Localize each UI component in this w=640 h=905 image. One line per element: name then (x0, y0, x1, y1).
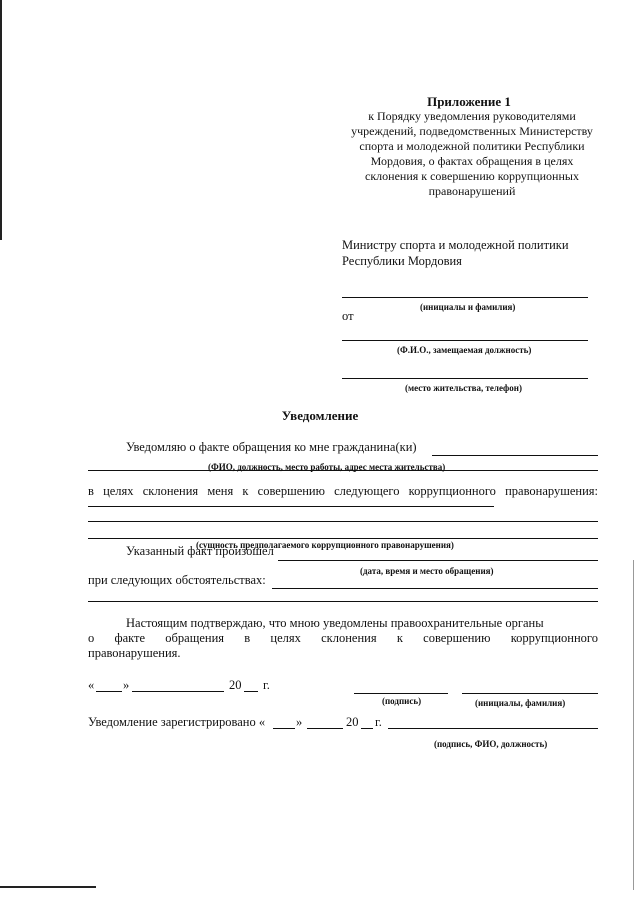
caption-residence-phone: (место жительства, телефон) (405, 383, 522, 393)
caption-fio-position: (Ф.И.О., замещаемая должность) (397, 345, 532, 355)
date-close-quote: » (123, 678, 130, 692)
confirm-line-2: о факте обращения в целях склонения к совершению коррупционного (88, 631, 598, 645)
notice-intro: Уведомляю о факте обращения ко мне гражданина(ки) (126, 440, 417, 454)
registration-day-blank[interactable] (273, 728, 295, 729)
registration-month-blank[interactable] (307, 728, 343, 729)
registration-year-prefix: 20 (346, 715, 359, 729)
caption-essence: (сущность предполагаемого коррупционного правонарушения) (196, 540, 454, 550)
essence-line-1[interactable] (88, 506, 494, 507)
addressee-text: Министру спорта и молодежной политики Республики Мордовия (342, 238, 569, 268)
confirm-line-3: правонарушения. (88, 646, 181, 660)
caption-signature: (подпись) (382, 696, 422, 706)
from-label: от (342, 309, 354, 323)
registration-close-quote: » (296, 715, 303, 729)
scan-border-bottom (0, 886, 96, 888)
registration-year-suffix: г. (375, 715, 382, 729)
notice-purpose: в целях склонения меня к совершению следующего коррупционного правонарушения: (88, 484, 598, 498)
caption-person: (ФИО, должность, место работы, адрес места жительства) (208, 462, 446, 472)
scan-border-right (633, 560, 634, 890)
circumstances-line-2[interactable] (88, 601, 598, 602)
registration-text: Уведомление зарегистрировано « (88, 715, 266, 729)
date-year-prefix: 20 (229, 678, 242, 692)
citizen-line-1[interactable] (432, 455, 598, 456)
date-year-blank[interactable] (244, 691, 258, 692)
signature-line[interactable] (354, 693, 448, 694)
confirm-line-1: Настоящим подтверждаю, что мною уведомлены правоохранительные органы (126, 616, 544, 630)
circumstances-label: при следующих обстоятельствах: (88, 573, 266, 587)
registration-sign-line[interactable] (388, 728, 598, 729)
caption-when: (дата, время и место обращения) (360, 566, 494, 576)
registration-year-blank[interactable] (361, 728, 373, 729)
appendix-title: Приложение 1 (427, 94, 511, 109)
occurred-line[interactable] (278, 560, 598, 561)
essence-line-3[interactable] (88, 538, 598, 539)
fio-line[interactable] (342, 340, 588, 341)
signer-initials-line[interactable] (462, 693, 598, 694)
notice-title: Уведомление (281, 408, 359, 423)
caption-signer-initials: (инициалы, фамилия) (475, 698, 566, 708)
appendix-text: к Порядку уведомления руководителями учреждений, подведомственных Министерству спорта и молодежной политики Республики Мордовия, о фактах обращения в целях склонения к совершению коррупционных правонарушений (351, 109, 593, 198)
initials-line[interactable] (342, 297, 588, 298)
residence-line[interactable] (342, 378, 588, 379)
date-open-quote: « (88, 678, 95, 692)
scan-border-left (0, 0, 2, 240)
circumstances-line-1[interactable] (272, 588, 598, 589)
occurred-label: Указанный факт произошел (126, 544, 274, 558)
caption-initials-surname: (инициалы и фамилия) (420, 302, 516, 312)
date-month-blank[interactable] (132, 691, 224, 692)
date-day-blank[interactable] (96, 691, 122, 692)
date-year-suffix: г. (263, 678, 270, 692)
essence-line-2[interactable] (88, 521, 598, 522)
caption-registration: (подпись, ФИО, должность) (434, 739, 548, 749)
